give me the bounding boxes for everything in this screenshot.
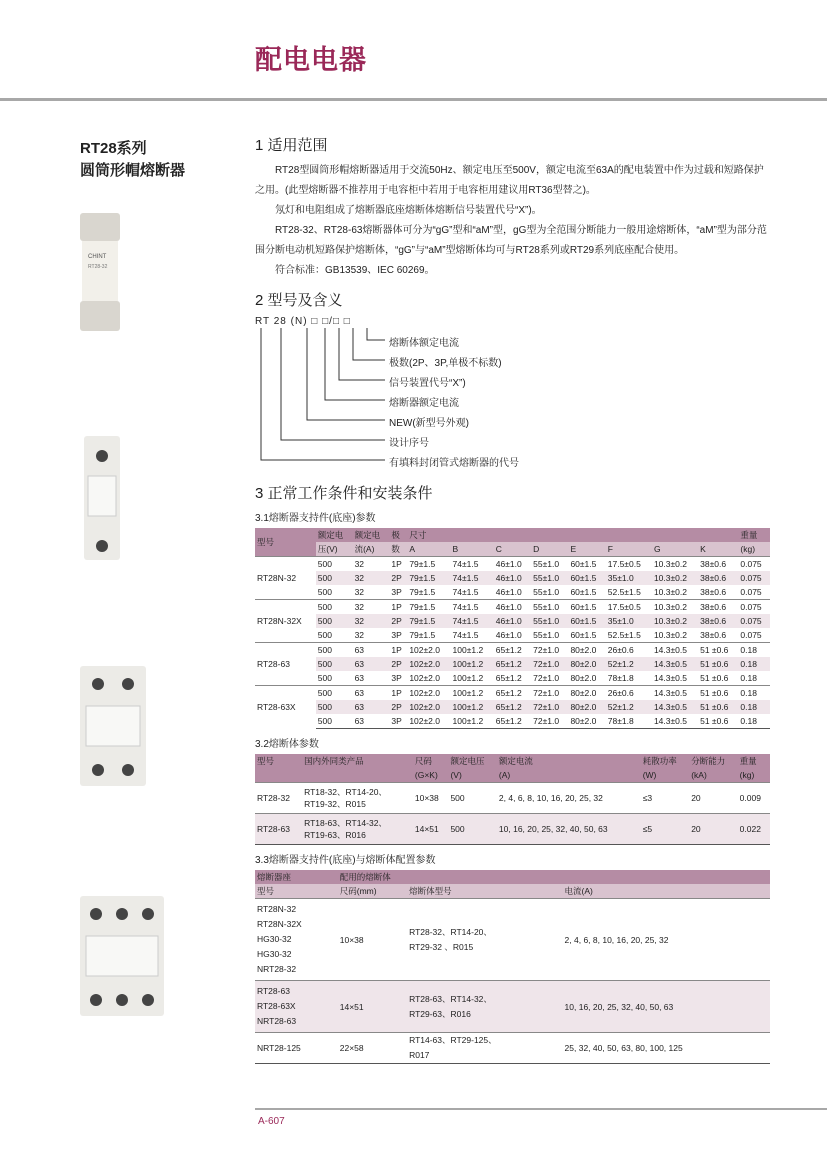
t1-h-pole: 极 [391, 530, 400, 540]
t3-h-model: 型号 [257, 886, 275, 896]
fuse-params-table [255, 754, 770, 845]
table-cell: 17.5±0.5 [606, 600, 652, 615]
t1-h-dim: B [452, 544, 459, 554]
t3-h-cur: 电流(A) [564, 886, 593, 896]
table-cell: 79±1.5 [409, 573, 436, 583]
table-cell: 60±1.5 [570, 630, 597, 640]
fuse-model: RT28-63、RT14-32、 [409, 993, 492, 1004]
product-series: RT28系列 [80, 140, 147, 157]
table-cell: 79±1.5 [409, 587, 436, 597]
t1-h-model: 型号 [257, 537, 275, 547]
table-cell: 63 [353, 643, 390, 658]
table-row [255, 585, 770, 600]
table-row [255, 783, 770, 814]
t2-h-size: 尺码 [414, 756, 432, 766]
table-row [255, 557, 770, 572]
table-cell: 51 ±0.6 [698, 686, 738, 701]
table-cell: 32 [354, 573, 365, 583]
table-cell: 52±1.2 [607, 702, 634, 712]
fuse-model: R017 [409, 1050, 430, 1060]
table-row [255, 643, 770, 658]
t1-h-wt-unit: (kg) [740, 544, 756, 554]
t1-h-dim: F [607, 544, 613, 554]
section-1-para-2: 氖灯和电阻组成了熔断器底座熔断体熔断信号装置代号“X”)。 [275, 205, 542, 216]
table-cell: 14.3±0.5 [653, 702, 687, 712]
table-cell: ≤3 [641, 783, 689, 814]
table-row [255, 714, 770, 729]
base-1p-photo [80, 436, 124, 560]
header-divider [0, 98, 827, 101]
table-cell: 72±1.0 [533, 702, 560, 712]
page-number: A-607 [258, 1116, 285, 1127]
table-2-caption: 3.2熔断体参数 [255, 739, 319, 750]
table-row [255, 700, 770, 714]
base-2p-photo [78, 666, 148, 786]
table-cell: 60±1.5 [570, 573, 597, 583]
table-cell: ≤5 [641, 814, 689, 845]
base-model: HG30-32 [257, 934, 292, 944]
table-cell: 1P [389, 686, 407, 701]
table-row [255, 899, 770, 981]
table-row [255, 571, 770, 585]
table-cell: 65±1.2 [494, 643, 531, 658]
table-cell: 32 [354, 630, 365, 640]
table-cell: 2, 4, 6, 8, 10, 16, 20, 25, 32 [497, 783, 641, 814]
table-cell: 60±1.5 [568, 557, 605, 572]
table-cell: 80±2.0 [568, 643, 605, 658]
table-row [255, 686, 770, 701]
base-models-cell [255, 1033, 338, 1064]
model-cell: RT28N-32X [255, 600, 316, 643]
table-cell: 35±1.0 [607, 573, 634, 583]
svg-text:RT28-32: RT28-32 [88, 264, 108, 270]
table-cell: 46±1.0 [495, 616, 522, 626]
table-cell: 60±1.5 [568, 600, 605, 615]
model-label-rated-current: 熔断器额定电流 [389, 398, 459, 409]
table-cell: 100±1.2 [452, 659, 484, 669]
table-cell: 500 [317, 573, 332, 583]
table-cell: 0.075 [738, 557, 770, 572]
table-cell: 102±2.0 [409, 702, 440, 712]
table-cell: 38±0.6 [700, 630, 727, 640]
table-cell: 65±1.2 [495, 673, 522, 683]
table-cell: 102±2.0 [407, 643, 450, 658]
header-title: 配电电器 [255, 45, 367, 75]
t1-h-dim: G [653, 544, 661, 554]
table-cell: 3P [391, 587, 402, 597]
table-cell: 65±1.2 [495, 702, 522, 712]
fuse-model: RT28-32、RT14-20、 [409, 926, 492, 937]
table-cell: 100±1.2 [451, 714, 494, 729]
table-cell: 32 [354, 616, 365, 626]
table-cell: 63 [354, 659, 365, 669]
table-cell: 500 [317, 630, 332, 640]
table-cell: 55±1.0 [533, 573, 560, 583]
similar-product: RT18-63、RT14-32、 [304, 818, 387, 828]
table-cell: 46±1.0 [494, 600, 531, 615]
table-cell: 102±2.0 [407, 686, 450, 701]
table-cell: 102±2.0 [407, 714, 450, 729]
table-cell: 51 ±0.6 [700, 659, 729, 669]
table-cell: 0.18 [740, 702, 757, 712]
table-cell: 38±0.6 [700, 573, 727, 583]
model-cell: RT28-63X [255, 686, 316, 729]
table-cell: 2P [391, 573, 402, 583]
table-cell: 0.075 [738, 600, 770, 615]
t1-h-dim: C [495, 544, 502, 554]
table-cell: 74±1.5 [451, 600, 494, 615]
t1-h-dim: A [409, 544, 415, 554]
section-2-title: 2 型号及含义 [255, 292, 343, 309]
model-leader-lines [255, 316, 395, 476]
table-cell: 65±1.2 [494, 714, 531, 729]
table-cell: 79±1.5 [409, 630, 436, 640]
table-cell: 14.3±0.5 [652, 714, 698, 729]
table-cell: 0.18 [740, 659, 757, 669]
table-cell: 100±1.2 [452, 702, 484, 712]
size-cell: 22×58 [338, 1033, 407, 1064]
t2-h-similar: 国内外同类产品 [304, 756, 364, 766]
t1-h-volt-unit: 压(V) [317, 544, 338, 554]
t2-h-unit: (V) [450, 770, 462, 780]
model-code: RT 28 (N) □ □/□ □ [255, 316, 351, 327]
table-cell: 55±1.0 [533, 587, 560, 597]
table-cell: 72±1.0 [533, 673, 560, 683]
table-cell: 3P [391, 673, 402, 683]
t1-h-cur: 额定电 [354, 530, 381, 540]
base-model: RT28N-32X [257, 919, 302, 929]
table-cell: 65±1.2 [495, 659, 522, 669]
table-cell: 500 [317, 673, 332, 683]
base-models-cell [255, 981, 338, 1033]
current-cell: 2, 4, 6, 8, 10, 16, 20, 25, 32 [563, 899, 770, 981]
table-cell: 46±1.0 [495, 587, 522, 597]
t3-h-fmodel: 熔断体型号 [409, 886, 452, 896]
table-cell: 100±1.2 [452, 673, 484, 683]
table-cell: 46±1.0 [495, 630, 522, 640]
table-cell: 52.5±1.5 [607, 587, 641, 597]
table-cell: 72±1.0 [533, 659, 560, 669]
table-cell: 80±2.0 [570, 702, 597, 712]
table-cell: 500 [317, 616, 332, 626]
table-cell: 32 [353, 557, 390, 572]
footer-divider [255, 1108, 827, 1110]
table-row [255, 657, 770, 671]
table-cell: 2P [391, 702, 402, 712]
table-cell: 0.18 [738, 686, 770, 701]
table-cell: 100±1.2 [451, 643, 494, 658]
table-cell: 2P [391, 659, 402, 669]
table-cell: 3P [389, 714, 407, 729]
t2-h-unit: (A) [498, 770, 511, 780]
base-model: RT28-63X [257, 1001, 296, 1011]
section-1-title: 1 适用范围 [255, 137, 328, 154]
table-cell: 63 [354, 673, 365, 683]
table-cell: 63 [353, 714, 390, 729]
t1-h-dim: D [533, 544, 540, 554]
table-cell: 74±1.5 [452, 573, 479, 583]
table-cell: 17.5±0.5 [606, 557, 652, 572]
table-row [255, 981, 770, 1033]
t1-h-dim: E [570, 544, 577, 554]
model-cell: RT28N-32 [255, 557, 316, 600]
t2-h-wt: 重量 [739, 756, 757, 766]
table-cell: 46±1.0 [495, 573, 522, 583]
base-model: NRT28-125 [257, 1042, 301, 1053]
table-cell: 14.3±0.5 [653, 673, 687, 683]
table-cell: 80±2.0 [568, 686, 605, 701]
table-cell: 72±1.0 [531, 643, 568, 658]
section-1-para-1: RT28型圆筒形帽熔断器适用于交流50Hz、额定电压至500V，额定电流至63A的配电装置中作为过载和短路保护之用。(此型熔断器不推荐用于电容柜中若用于电容柜用建议用RT36型替之)。 [255, 165, 764, 196]
base-model: HG30-32 [257, 949, 292, 959]
table-cell: 500 [316, 686, 353, 701]
table-cell: 80±2.0 [570, 673, 597, 683]
similar-product: RT19-63、R016 [304, 830, 366, 840]
table-cell: 500 [317, 702, 332, 712]
table-cell: 72±1.0 [531, 686, 568, 701]
table-row [255, 600, 770, 615]
table-cell: 26±0.6 [606, 686, 652, 701]
table-cell: 79±1.5 [407, 557, 450, 572]
table-cell: 74±1.5 [452, 587, 479, 597]
base-models-cell [255, 899, 338, 981]
table-cell: 0.022 [738, 814, 770, 845]
similar-product: RT19-32、R015 [304, 799, 366, 809]
fuse-model: RT14-63、RT29-125、 [409, 1035, 497, 1045]
t2-h-unit: (kg) [739, 770, 755, 780]
fuse-cartridge-photo [78, 213, 122, 331]
base-model: RT28N-32 [257, 904, 297, 914]
table-cell: 38±0.6 [698, 557, 738, 572]
t2-h-model: 型号 [257, 756, 275, 766]
product-title [80, 138, 185, 182]
table-cell: 60±1.5 [570, 616, 597, 626]
model-cell: RT28-63 [255, 814, 302, 845]
table-cell: 14.3±0.5 [652, 686, 698, 701]
table-cell: 102±2.0 [409, 673, 440, 683]
table-row [255, 671, 770, 686]
t2-h-power: 耗散功率 [642, 756, 677, 766]
table-cell: 10.3±0.2 [652, 557, 698, 572]
table-1-caption: 3.1熔断器支持件(底座)参数 [255, 513, 376, 524]
table-cell: 72±1.0 [531, 714, 568, 729]
t1-h-volt: 额定电 [317, 530, 344, 540]
table-cell: 78±1.8 [606, 714, 652, 729]
table-cell: 0.009 [738, 783, 770, 814]
table-cell: 80±2.0 [568, 714, 605, 729]
section-1-para-3: RT28-32、RT28-63熔断器体可分为“gG”型和“aM”型，gG型为全范围分断能力一般用途熔断体，“aM”型为部分范围分断电动机短路保护熔断体，“gG”与“aM”型熔断体均可与RT28系列或RT29系列底座配合使用。 [255, 225, 767, 256]
table-cell: 74±1.5 [451, 557, 494, 572]
table-cell: 55±1.0 [533, 630, 560, 640]
table-cell: 79±1.5 [409, 616, 436, 626]
table-cell: 10×38 [413, 783, 449, 814]
table-cell: 74±1.5 [452, 630, 479, 640]
table-cell: 51 ±0.6 [700, 702, 729, 712]
table-cell: 10.3±0.2 [652, 600, 698, 615]
t2-h-cur: 额定电流 [498, 756, 533, 766]
model-label-new: NEW(新型号外观) [389, 418, 469, 429]
table-cell: 38±0.6 [700, 587, 727, 597]
table-cell: 500 [317, 659, 332, 669]
fuse-model: RT29-63、R016 [409, 1008, 471, 1019]
fuse-models-cell [407, 981, 562, 1033]
base-fuse-match-table [255, 870, 770, 1064]
similar-product: RT18-32、RT14-20、 [304, 787, 387, 797]
table-cell: 63 [354, 702, 365, 712]
table-cell: 0.075 [740, 616, 762, 626]
table-cell: 500 [316, 600, 353, 615]
t1-h-pole-2: 数 [391, 544, 400, 554]
table-cell: 102±2.0 [409, 659, 440, 669]
table-cell: 2P [391, 616, 402, 626]
table-cell: 79±1.5 [407, 600, 450, 615]
t2-h-unit: (W) [642, 770, 657, 780]
table-row [255, 628, 770, 643]
table-cell: 3P [391, 630, 402, 640]
table-cell: 1P [389, 600, 407, 615]
fuse-model: RT29-32 、R015 [409, 941, 474, 952]
table-cell: 20 [689, 783, 737, 814]
table-cell: 0.075 [740, 630, 762, 640]
base-model: NRT28-63 [257, 1016, 297, 1026]
t2-h-break: 分断能力 [691, 756, 726, 766]
similar-products-cell [302, 814, 413, 845]
table-cell: 78±1.8 [607, 673, 634, 683]
t1-h-wt: 重量 [740, 530, 758, 540]
t3-h-match: 配用的熔断体 [339, 872, 391, 882]
table-cell: 1P [389, 643, 407, 658]
table-cell: 500 [448, 783, 496, 814]
table-cell: 14.3±0.5 [652, 643, 698, 658]
table-cell: 60±1.5 [570, 587, 597, 597]
section-1-para-4: 符合标准：GB13539、IEC 60269。 [275, 265, 435, 276]
table-cell: 0.18 [740, 673, 757, 683]
base-model: RT28-63 [257, 986, 290, 996]
table-row [255, 614, 770, 628]
model-label-design: 设计序号 [389, 438, 429, 449]
table-cell: 80±2.0 [570, 659, 597, 669]
t2-h-unit: (G×K) [414, 770, 438, 780]
table-cell: 0.18 [738, 643, 770, 658]
svg-text:CHINT: CHINT [88, 254, 107, 260]
table-cell: 20 [689, 814, 737, 845]
table-cell: 38±0.6 [700, 616, 727, 626]
table-cell: 0.18 [738, 714, 770, 729]
table-cell: 52.5±1.5 [607, 630, 641, 640]
table-cell: 55±1.0 [531, 557, 568, 572]
table-cell: 51 ±0.6 [700, 673, 729, 683]
model-label-fuse-current: 熔断体额定电流 [389, 338, 459, 349]
table-cell: 51 ±0.6 [698, 643, 738, 658]
table-cell: 0.075 [740, 587, 762, 597]
section-3-title: 3 正常工作条件和安装条件 [255, 485, 433, 502]
table-cell: 10.3±0.2 [653, 616, 687, 626]
table-cell: 38±0.6 [698, 600, 738, 615]
table-row [255, 1033, 770, 1064]
t1-h-dim: K [700, 544, 706, 554]
table-cell: 14.3±0.5 [653, 659, 687, 669]
table-cell: 32 [353, 600, 390, 615]
table-cell: 1P [389, 557, 407, 572]
t3-h-size: 尺码(mm) [339, 886, 377, 896]
table-cell: 0.075 [740, 573, 762, 583]
t2-h-volt: 额定电压 [450, 756, 485, 766]
table-cell: 51 ±0.6 [698, 714, 738, 729]
table-cell: 10.3±0.2 [653, 573, 687, 583]
t1-h-cur-unit: 流(A) [354, 544, 375, 554]
model-cell: RT28-32 [255, 783, 302, 814]
base-params-table [255, 528, 770, 729]
base-3p-photo [78, 896, 166, 1016]
table-cell: 46±1.0 [494, 557, 531, 572]
table-cell: 500 [448, 814, 496, 845]
table-cell: 26±0.6 [606, 643, 652, 658]
table-cell: 63 [353, 686, 390, 701]
size-cell: 14×51 [338, 981, 407, 1033]
model-cell: RT28-63 [255, 643, 316, 686]
model-label-type: 有填料封闭管式熔断器的代号 [389, 458, 519, 469]
table-cell: 35±1.0 [607, 616, 634, 626]
size-cell: 10×38 [338, 899, 407, 981]
table-cell: 10.3±0.2 [653, 587, 687, 597]
product-name: 圆筒形帽熔断器 [80, 162, 186, 179]
table-3-caption: 3.3熔断器支持件(底座)与熔断体配置参数 [255, 855, 436, 866]
table-cell: 55±1.0 [531, 600, 568, 615]
table-row [255, 814, 770, 845]
table-cell: 10.3±0.2 [653, 630, 687, 640]
t1-h-size: 尺寸 [409, 530, 427, 540]
main-content [255, 134, 770, 1064]
table-cell: 32 [354, 587, 365, 597]
table-cell: 52±1.2 [607, 659, 634, 669]
table-cell: 500 [316, 714, 353, 729]
table-cell: 65±1.2 [494, 686, 531, 701]
base-model: NRT28-32 [257, 964, 297, 974]
model-label-signal: 信号装置代号“X”) [389, 378, 466, 389]
table-cell: 500 [317, 587, 332, 597]
model-label-poles: 极数(2P、3P,单极不标数) [389, 358, 502, 369]
fuse-models-cell [407, 1033, 562, 1064]
table-cell: 500 [316, 643, 353, 658]
table-cell: 500 [316, 557, 353, 572]
table-cell: 100±1.2 [451, 686, 494, 701]
t3-h-base: 熔断器座 [257, 872, 292, 882]
table-cell: 55±1.0 [533, 616, 560, 626]
model-diagram [255, 316, 770, 476]
similar-products-cell [302, 783, 413, 814]
table-cell: 10, 16, 20, 25, 32, 40, 50, 63 [497, 814, 641, 845]
current-cell: 25, 32, 40, 50, 63, 80, 100, 125 [563, 1033, 770, 1064]
t2-h-unit: (kA) [691, 770, 707, 780]
current-cell: 10, 16, 20, 25, 32, 40, 50, 63 [563, 981, 770, 1033]
fuse-models-cell [407, 899, 562, 981]
table-cell: 74±1.5 [452, 616, 479, 626]
table-cell: 14×51 [413, 814, 449, 845]
